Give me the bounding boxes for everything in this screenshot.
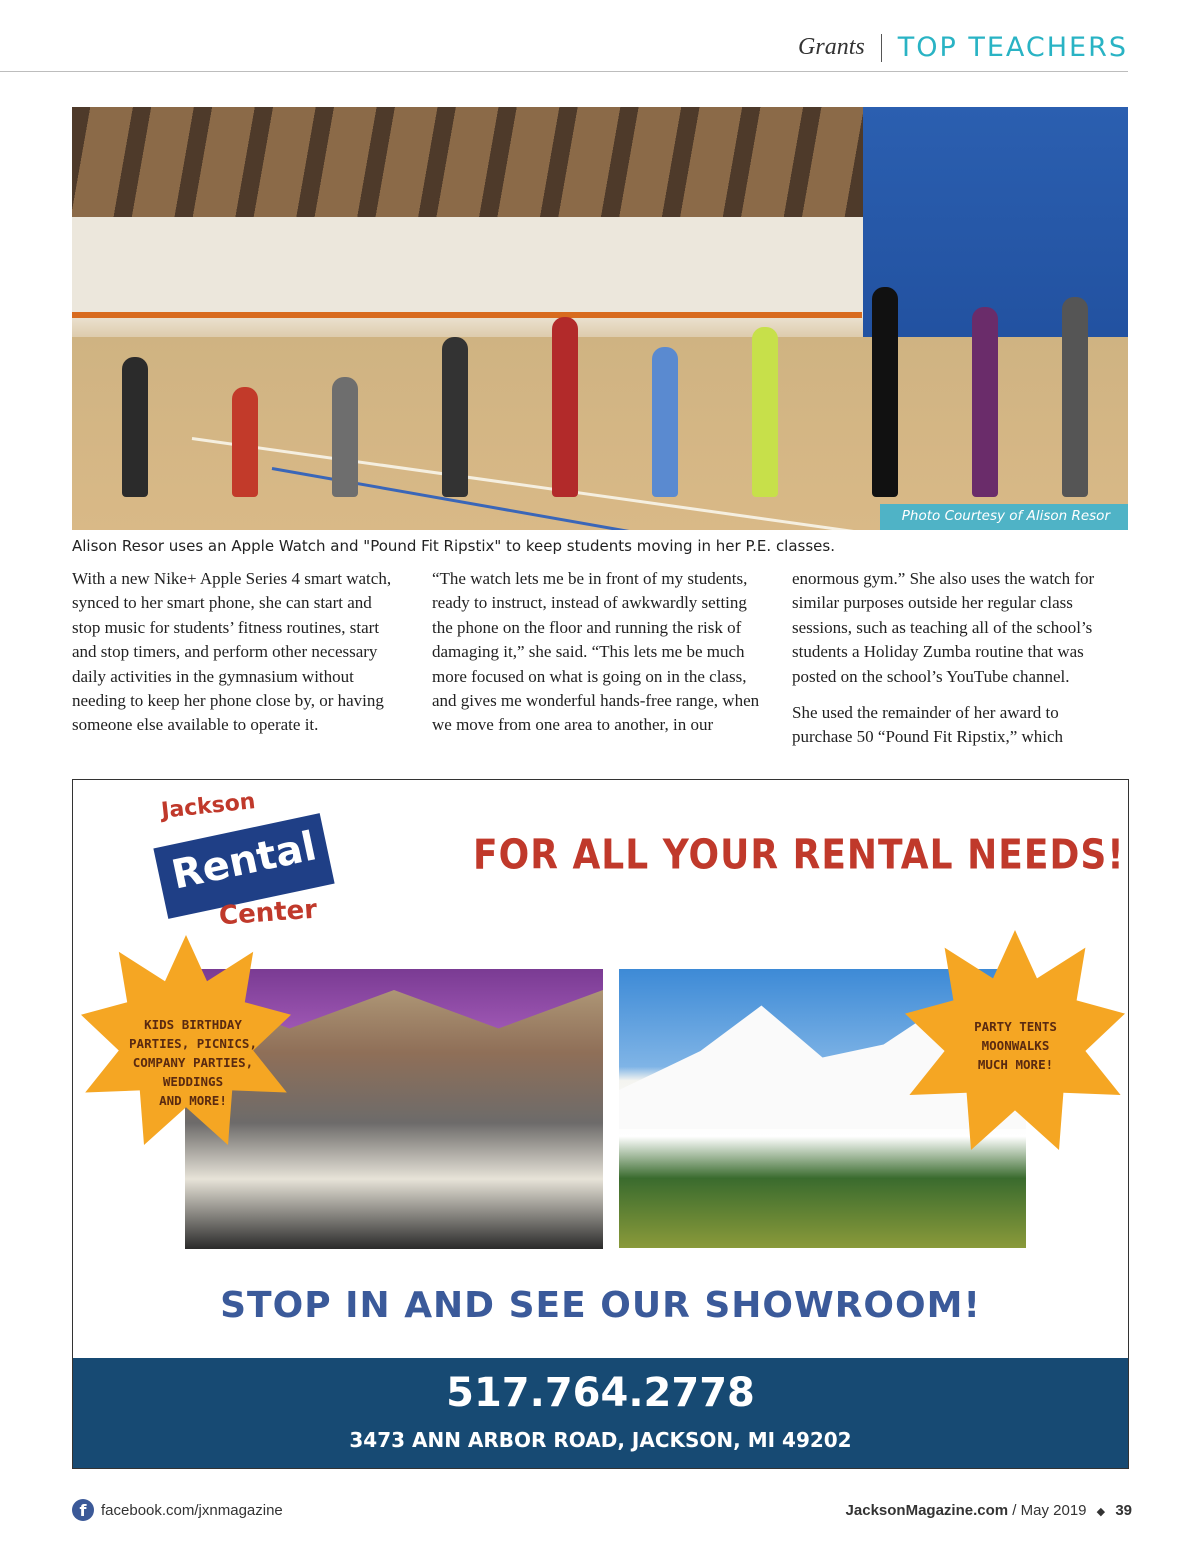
star-line: MOONWALKS: [981, 1038, 1050, 1053]
photo-figure: [332, 377, 358, 497]
article-paragraph: With a new Nike+ Apple Series 4 smart watch, synced to her smart phone, she can start and stop music for students’ fitness routines, start and stop timers, and perform other necessary daily activities in the gymnasium without needing to keep her phone close by, or having someone else available to operate it.: [72, 569, 392, 735]
photo-figure: [652, 347, 678, 497]
logo-rental: Rental: [167, 823, 321, 899]
photo-students: [112, 257, 1112, 517]
gym-photo: [72, 107, 1128, 530]
photo-caption: Alison Resor uses an Apple Watch and "Pound Fit Ripstix" to keep students moving in her P.E. classes.: [72, 537, 835, 555]
article-column-2: [432, 567, 762, 750]
rental-center-logo: [155, 790, 355, 940]
facebook-url[interactable]: facebook.com/jxnmagazine: [101, 1501, 283, 1519]
photo-credit: Photo Courtesy of Alison Resor: [880, 504, 1128, 530]
starburst-right-text: [953, 1017, 1078, 1074]
article-column-1: [72, 567, 402, 750]
issue-date: May 2019: [1020, 1502, 1087, 1519]
star-line: WEDDINGS: [162, 1074, 224, 1089]
header-divider: [881, 34, 882, 62]
folio-bullet: ◆: [1096, 1506, 1106, 1518]
star-line: PARTIES, PICNICS,: [129, 1036, 257, 1051]
street-address: 3473 ANN ARBOR ROAD, JACKSON, MI 49202: [349, 1428, 852, 1452]
photo-figure: [122, 357, 148, 497]
photo-figure: [232, 387, 258, 497]
article-paragraph: “The watch lets me be in front of my students, ready to instruct, instead of awkwardly setting the phone on the floor and running the risk of damaging it,” she said. “This lets me be much more focused on what is going on in the class, and gives me wonderful hands-free range, when we move from one area to another, in our: [432, 569, 760, 735]
website-url[interactable]: JacksonMagazine.com: [845, 1502, 1009, 1519]
photo-figure: [442, 337, 468, 497]
photo-figure: [1062, 297, 1088, 497]
photo-figure: [752, 327, 778, 497]
facebook-icon: f: [72, 1499, 94, 1521]
section-name: Grants: [798, 34, 865, 60]
page-header: [798, 32, 1128, 63]
star-line: AND MORE!: [159, 1093, 227, 1108]
photo-figure: [552, 317, 578, 497]
footer-social: [72, 1499, 283, 1521]
ad-headline: FOR ALL YOUR RENTAL NEEDS!: [473, 831, 1125, 880]
phone-number: 517.764.2778: [446, 1370, 755, 1416]
starburst-left-text: [123, 1015, 263, 1110]
section-topic: TOP TEACHERS: [897, 32, 1128, 63]
header-rule: [0, 71, 1128, 72]
star-line: MUCH MORE!: [977, 1057, 1054, 1072]
article-paragraph: She used the remainder of her award to purchase 50 “Pound Fit Ripstix,” which: [792, 703, 1064, 747]
logo-center: Center: [218, 894, 319, 932]
star-line: KIDS BIRTHDAY: [144, 1017, 242, 1032]
star-line: PARTY TENTS: [974, 1019, 1057, 1034]
page-number: 39: [1115, 1502, 1132, 1519]
article-column-3: [792, 567, 1122, 762]
folio-slash: /: [1012, 1502, 1021, 1519]
footer-folio: [846, 1502, 1132, 1519]
photo-figure: [872, 287, 898, 497]
star-line: COMPANY PARTIES,: [132, 1055, 254, 1070]
rental-advertisement: [72, 779, 1129, 1469]
photo-figure: [972, 307, 998, 497]
logo-jackson: Jackson: [159, 789, 257, 824]
ad-tagline: STOP IN AND SEE OUR SHOWROOM!: [220, 1285, 981, 1326]
contact-band: [73, 1358, 1128, 1468]
article-paragraph: enormous gym.” She also uses the watch for similar purposes outside her regular class sessions, such as teaching all of the school’s students a Holiday Zumba routine that was posted on the school’s YouTube channel.: [792, 569, 1095, 686]
